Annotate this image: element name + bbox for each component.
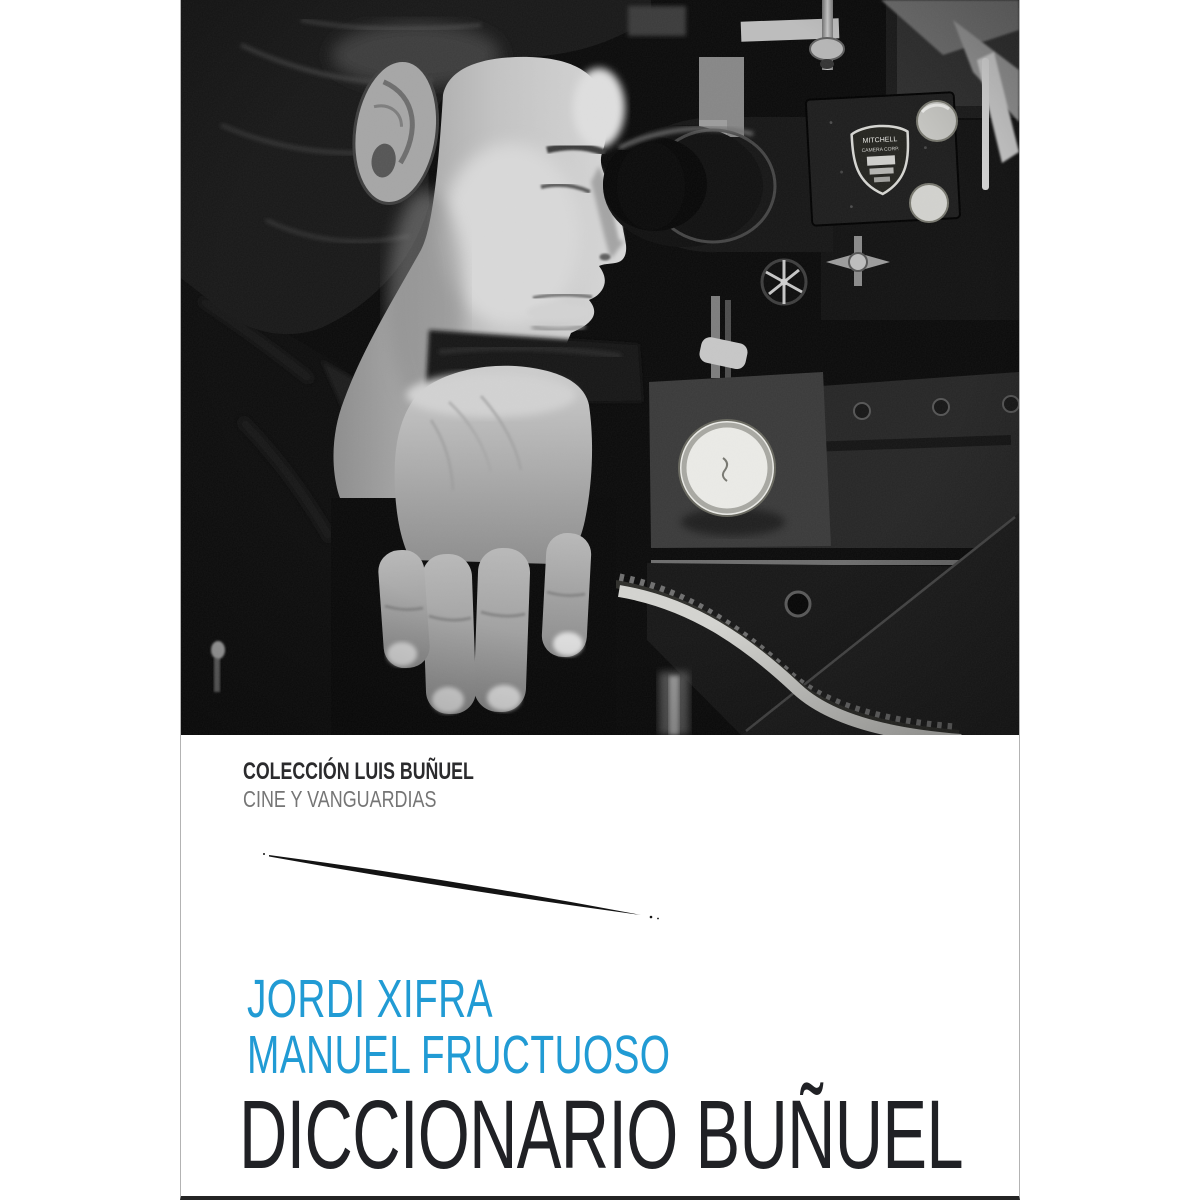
collection-block <box>243 760 555 811</box>
book-title: DICCIONARIO BUÑUEL <box>239 1080 963 1189</box>
book-cover <box>180 0 1020 1200</box>
brush-stroke-icon <box>181 840 1021 935</box>
collection-name: COLECCIÓN LUIS BUÑUEL <box>243 758 474 785</box>
author-name-2: MANUEL FRUCTUOSO <box>247 1025 671 1085</box>
author-name-1: JORDI XIFRA <box>247 969 493 1029</box>
authors-block <box>247 969 835 1085</box>
cover-photo <box>181 0 1019 735</box>
collection-series: CINE Y VANGUARDIAS <box>243 786 437 812</box>
